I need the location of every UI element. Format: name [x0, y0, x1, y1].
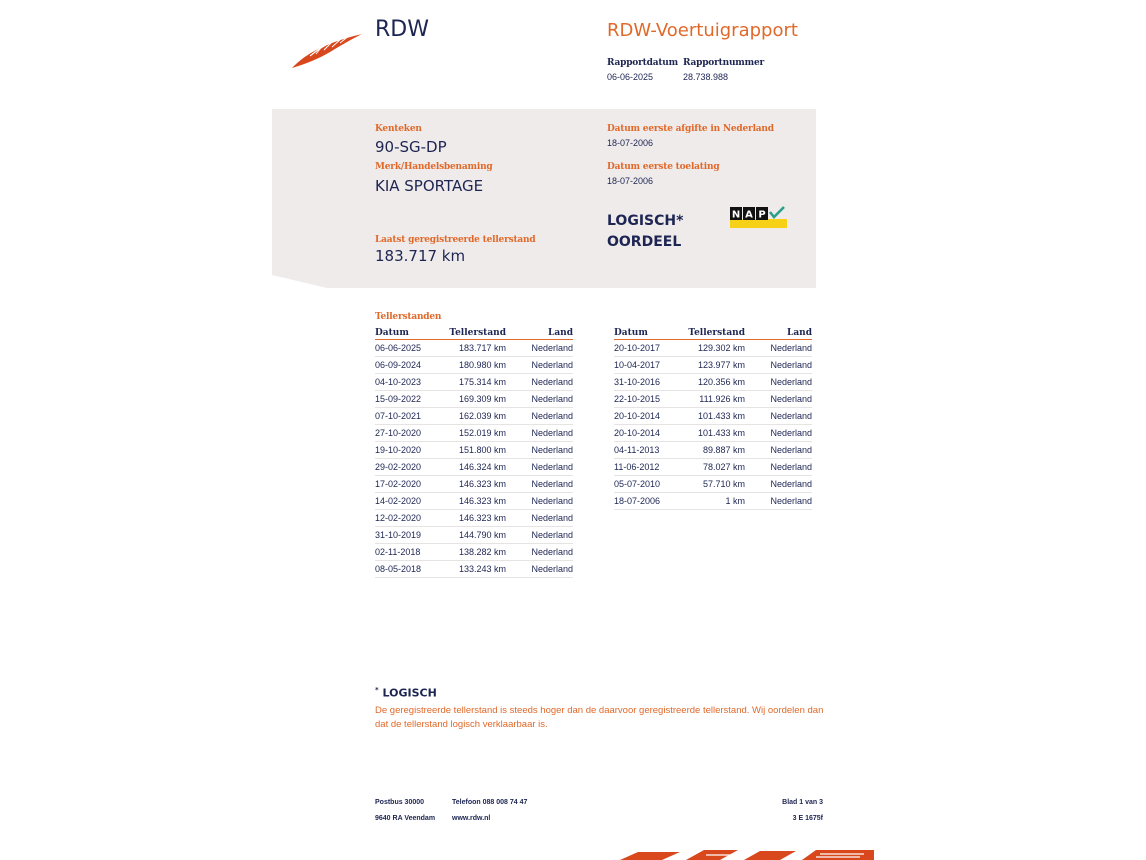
reading-country: Nederland: [506, 357, 573, 374]
footnote-title: [375, 686, 437, 700]
plate-label: Kenteken: [375, 124, 422, 134]
reading-value: 151.800 km: [445, 442, 506, 459]
reading-date: 27-10-2020: [375, 425, 445, 442]
table-row: [375, 357, 573, 374]
verdict-line-1: LOGISCH*: [607, 213, 684, 229]
reading-value: 152.019 km: [445, 425, 506, 442]
column-header-reading: Tellerstand: [445, 327, 506, 340]
reading-date: 20-10-2014: [614, 425, 684, 442]
reading-value: 57.710 km: [684, 476, 745, 493]
reading-country: Nederland: [745, 425, 812, 442]
check-icon: [770, 207, 784, 217]
reading-country: Nederland: [506, 442, 573, 459]
nap-letter-p: P: [758, 209, 766, 221]
footnote-text: De geregistreerde tellerstand is steeds hoger dan de daarvoor geregistreerde tellerstand. Wij oordelen dan dat de tellerstand logisch verklaarbaar is.: [375, 705, 824, 730]
report-date: 06-06-2025: [607, 72, 654, 82]
reading-value: 180.980 km: [445, 357, 506, 374]
reading-country: Nederland: [506, 510, 573, 527]
reading-date: 19-10-2020: [375, 442, 445, 459]
reading-date: 04-11-2013: [614, 442, 684, 459]
reading-date: 07-10-2021: [375, 408, 445, 425]
footer-postbus: Postbus 30000: [375, 799, 425, 806]
reading-country: Nederland: [506, 340, 573, 357]
reading-country: Nederland: [745, 357, 812, 374]
reading-country: Nederland: [745, 340, 812, 357]
table-row: [614, 459, 812, 476]
nap-letter-n: N: [731, 209, 741, 221]
table-row: [375, 442, 573, 459]
reading-date: 29-02-2020: [375, 459, 445, 476]
reading-value: 89.887 km: [684, 442, 745, 459]
readings-rows-left: [375, 340, 573, 578]
reading-date: 11-06-2012: [614, 459, 684, 476]
reading-value: 146.323 km: [445, 493, 506, 510]
reading-country: Nederland: [745, 374, 812, 391]
reading-date: 12-02-2020: [375, 510, 445, 527]
table-row: [614, 391, 812, 408]
footnote-title-text: LOGISCH: [382, 686, 437, 700]
first-admission-label: Datum eerste toelating: [607, 162, 720, 172]
reading-value: 101.433 km: [684, 425, 745, 442]
footer-phone: Telefoon 088 008 74 47: [452, 799, 528, 806]
table-row: [375, 544, 573, 561]
table-row: [375, 493, 573, 510]
reading-value: 133.243 km: [445, 561, 506, 578]
reading-date: 08-05-2018: [375, 561, 445, 578]
column-header-country: Land: [506, 327, 573, 340]
report-date-label: Rapportdatum: [607, 58, 678, 68]
report-title: RDW-Voertuigrapport: [607, 20, 798, 41]
reading-date: 04-10-2023: [375, 374, 445, 391]
table-row: [614, 493, 812, 510]
reading-value: 183.717 km: [445, 340, 506, 357]
table-row: [375, 374, 573, 391]
report-number-label: Rapportnummer: [683, 58, 765, 68]
table-row: [614, 476, 812, 493]
table-row: [375, 459, 573, 476]
reading-date: 18-07-2006: [614, 493, 684, 510]
column-header-date: Datum: [375, 327, 445, 340]
nap-letter-a: A: [745, 209, 753, 221]
footnote-marker: *: [375, 686, 379, 694]
footer-page-number: Blad 1 van 3: [782, 799, 823, 806]
table-row: [614, 442, 812, 459]
reading-value: 78.027 km: [684, 459, 745, 476]
table-row: [375, 561, 573, 578]
reading-value: 111.926 km: [684, 391, 745, 408]
reading-date: 06-06-2025: [375, 340, 445, 357]
table-row: [375, 340, 573, 357]
reading-country: Nederland: [506, 391, 573, 408]
table-header-row: [375, 327, 573, 340]
table-row: [375, 425, 573, 442]
verdict-line-2: OORDEEL: [607, 234, 682, 250]
reading-value: 123.977 km: [684, 357, 745, 374]
reading-country: Nederland: [745, 391, 812, 408]
make-label: Merk/Handelsbenaming: [375, 162, 493, 172]
reading-date: 20-10-2017: [614, 340, 684, 357]
table-header-row: [614, 327, 812, 340]
table-row: [614, 340, 812, 357]
odometer-label: Laatst geregistreerde tellerstand: [375, 235, 536, 245]
plate-value: 90-SG-DP: [375, 138, 447, 156]
reading-country: Nederland: [506, 476, 573, 493]
reading-date: 31-10-2019: [375, 527, 445, 544]
report-number: 28.738.988: [683, 72, 729, 82]
reading-value: 1 km: [684, 493, 745, 510]
footer-document-code: 3 E 1675f: [792, 815, 823, 822]
table-row: [614, 425, 812, 442]
first-registration-nl-value: 18-07-2006: [607, 138, 654, 148]
make-value: KIA SPORTAGE: [375, 177, 484, 195]
table-row: [375, 527, 573, 544]
table-row: [375, 476, 573, 493]
reading-date: 17-02-2020: [375, 476, 445, 493]
reading-value: 169.309 km: [445, 391, 506, 408]
rdw-logo-icon: [290, 30, 364, 70]
reading-date: 20-10-2014: [614, 408, 684, 425]
reading-country: Nederland: [506, 493, 573, 510]
reading-value: 162.039 km: [445, 408, 506, 425]
column-header-date: Datum: [614, 327, 684, 340]
decorative-stripes: [620, 846, 874, 860]
column-header-country: Land: [745, 327, 812, 340]
reading-date: 22-10-2015: [614, 391, 684, 408]
table-row: [614, 357, 812, 374]
reading-country: Nederland: [506, 408, 573, 425]
readings-table-right: [614, 327, 812, 510]
odometer-verdict: [607, 211, 683, 253]
reading-country: Nederland: [745, 476, 812, 493]
reading-value: 144.790 km: [445, 527, 506, 544]
reading-country: Nederland: [506, 527, 573, 544]
reading-country: Nederland: [745, 459, 812, 476]
readings-section-title: Tellerstanden: [375, 312, 442, 322]
reading-country: Nederland: [745, 442, 812, 459]
table-row: [375, 391, 573, 408]
panel-corner-cut: [272, 275, 327, 288]
reading-country: Nederland: [506, 425, 573, 442]
readings-table-left: [375, 327, 573, 578]
reading-country: Nederland: [745, 493, 812, 510]
footer-website[interactable]: www.rdw.nl: [452, 815, 491, 822]
table-row: [375, 408, 573, 425]
reading-value: 129.302 km: [684, 340, 745, 357]
table-row: [375, 510, 573, 527]
readings-rows-right: [614, 340, 812, 510]
reading-value: 138.282 km: [445, 544, 506, 561]
reading-value: 146.323 km: [445, 476, 506, 493]
reading-date: 02-11-2018: [375, 544, 445, 561]
nap-logo-icon: [730, 206, 787, 230]
reading-country: Nederland: [506, 561, 573, 578]
reading-date: 05-07-2010: [614, 476, 684, 493]
reading-date: 14-02-2020: [375, 493, 445, 510]
table-row: [614, 374, 812, 391]
first-registration-nl-label: Datum eerste afgifte in Nederland: [607, 124, 774, 134]
reading-value: 101.433 km: [684, 408, 745, 425]
table-row: [614, 408, 812, 425]
reading-country: Nederland: [506, 544, 573, 561]
reading-value: 120.356 km: [684, 374, 745, 391]
reading-date: 10-04-2017: [614, 357, 684, 374]
first-admission-value: 18-07-2006: [607, 176, 654, 186]
vehicle-info-panel: [272, 109, 816, 288]
reading-country: Nederland: [506, 374, 573, 391]
odometer-value: 183.717 km: [375, 247, 466, 265]
reading-date: 31-10-2016: [614, 374, 684, 391]
reading-date: 15-09-2022: [375, 391, 445, 408]
reading-value: 146.324 km: [445, 459, 506, 476]
footer-city: 9640 RA Veendam: [375, 815, 436, 822]
reading-value: 146.323 km: [445, 510, 506, 527]
reading-value: 175.314 km: [445, 374, 506, 391]
reading-country: Nederland: [506, 459, 573, 476]
organization-name: RDW: [375, 17, 429, 42]
reading-date: 06-09-2024: [375, 357, 445, 374]
reading-country: Nederland: [745, 408, 812, 425]
column-header-reading: Tellerstand: [684, 327, 745, 340]
